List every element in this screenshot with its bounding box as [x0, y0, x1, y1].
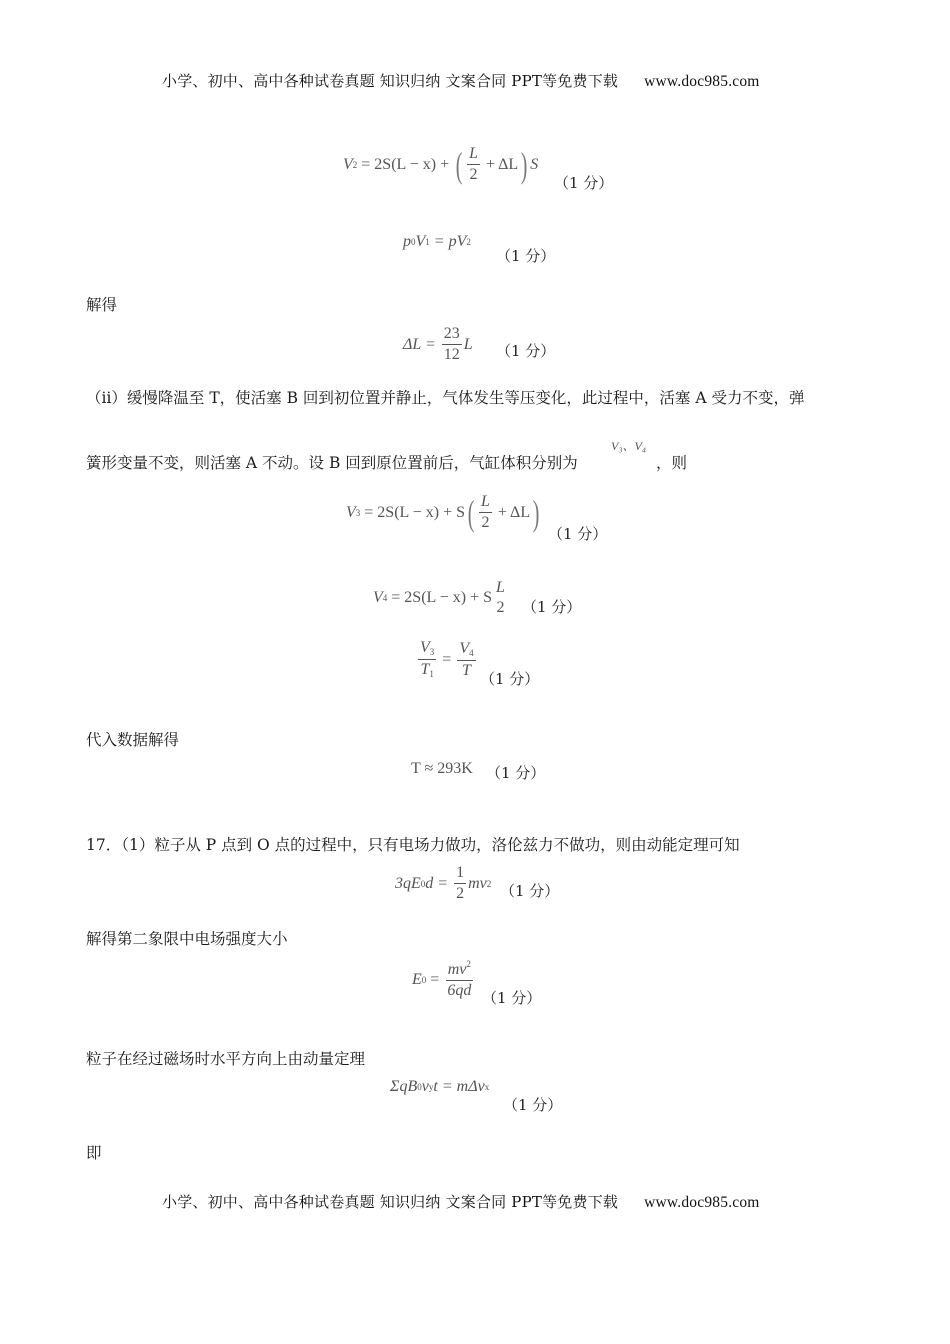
equation-energy	[395, 865, 491, 902]
eq-symbol: L	[463, 335, 473, 353]
paragraph-part-ii-end: ，则	[656, 454, 688, 472]
eq-subscript: 4	[469, 647, 474, 658]
score-label: （1 分）	[486, 764, 546, 782]
eq-symbol: S	[530, 155, 539, 173]
eq-text: = 2S(L − x) + S	[360, 503, 465, 521]
score-label: （1 分）	[500, 882, 560, 900]
equation-v4	[373, 580, 509, 616]
eq-symbol: T	[462, 661, 471, 679]
eq-symbol: mv	[468, 874, 487, 892]
inline-volume-vars: V₃、V₄	[611, 439, 647, 453]
eq-subscript: y	[428, 1082, 434, 1092]
equation-momentum	[390, 1078, 489, 1096]
numerator: 23	[442, 326, 462, 345]
fraction	[494, 580, 507, 616]
equation-v3	[346, 494, 542, 531]
eq-subscript: 1	[429, 669, 434, 679]
paragraph-ji: 即	[86, 1144, 102, 1162]
equation-p0v1	[403, 233, 471, 251]
numerator	[457, 641, 475, 661]
paragraph-substitute: 代入数据解得	[86, 731, 180, 749]
fraction	[454, 865, 466, 902]
denominator	[418, 660, 435, 679]
eq-subscript: 3	[429, 647, 435, 657]
eq-symbol: E	[412, 970, 422, 988]
page-footer	[162, 1191, 760, 1212]
eq-text: = 2S(L − x) +	[357, 155, 454, 173]
score-label: （1 分）	[496, 247, 556, 265]
eq-symbol: = pV	[429, 233, 467, 250]
equation-delta-l	[403, 326, 473, 363]
eq-subscript: 0	[411, 237, 416, 247]
numerator	[418, 640, 436, 660]
paragraph-momentum-intro: 粒子在经过磁场时水平方向上由动量定理	[86, 1050, 366, 1068]
paragraph-solve-field: 解得第二象限中电场强度大小	[86, 930, 288, 948]
paragraph-solve: 解得	[86, 296, 118, 314]
eq-subscript: 3	[355, 507, 361, 518]
left-paren: (	[467, 492, 475, 533]
numerator: 1	[454, 865, 466, 884]
eq-text: = 2S(L − x) + S	[387, 589, 492, 606]
denominator: 2	[496, 599, 505, 616]
numerator	[446, 960, 473, 981]
score-label: （1 分）	[503, 1096, 563, 1114]
fraction	[442, 326, 462, 363]
right-paren: )	[520, 144, 528, 185]
eq-subscript: 2	[352, 159, 358, 170]
fraction	[457, 641, 475, 679]
eq-subscript: x	[484, 1082, 490, 1092]
score-label: （1 分）	[482, 989, 542, 1007]
footer-url: www.doc985.com	[644, 1194, 760, 1211]
right-paren: )	[532, 492, 540, 533]
denominator: 2	[456, 885, 465, 902]
score-label: （1 分）	[480, 670, 540, 688]
eq-text: ΔL =	[403, 335, 440, 353]
page-header	[162, 70, 760, 91]
eq-text: + ΔL	[482, 155, 519, 173]
equation-v2	[343, 146, 538, 183]
paragraph-part-ii-line2: 簧形变量不变，则活塞 A 不动。设 B 回到原位置前后，气缸体积分别为	[86, 454, 578, 472]
denominator: 2	[481, 514, 490, 531]
eq-symbol: V	[373, 589, 383, 606]
score-label: （1 分）	[548, 525, 608, 543]
header-text: 小学、初中、高中各种试卷真题 知识归纳 文案合同 PPT等免费下载	[162, 72, 619, 90]
denominator: 12	[443, 346, 460, 363]
eq-symbol: V	[415, 233, 426, 250]
eq-text: d =	[425, 874, 453, 892]
eq-text: =	[438, 650, 456, 668]
denominator	[460, 661, 473, 679]
paragraph-question-17: 17．（1）粒子从 P 点到 O 点的过程中，只有电场力做功，洛伦兹力不做功，则由动能定理可知	[86, 836, 740, 854]
numerator: L	[495, 579, 505, 596]
eq-text: T ≈ 293K	[411, 760, 473, 777]
eq-symbol: t = mΔv	[433, 1078, 485, 1095]
eq-symbol: mv	[447, 961, 467, 978]
eq-symbol: T	[420, 661, 430, 678]
eq-text: =	[426, 970, 444, 988]
eq-symbol: ΣqB	[390, 1078, 418, 1095]
eq-symbol: 3qE	[395, 874, 421, 892]
eq-subscript: 1	[425, 237, 430, 247]
score-label: （1 分）	[522, 598, 582, 616]
score-label: （1 分）	[554, 174, 614, 192]
eq-subscript: 2	[466, 237, 471, 247]
eq-text: + ΔL	[493, 503, 531, 521]
eq-superscript: 2	[466, 959, 471, 969]
denominator: 2	[469, 166, 478, 183]
eq-subscript: 0	[417, 1082, 422, 1092]
eq-superscript: 2	[486, 878, 492, 889]
fraction	[479, 494, 492, 531]
denominator: 6qd	[447, 982, 472, 999]
score-label: （1 分）	[496, 342, 556, 360]
fraction	[445, 960, 473, 999]
fraction	[467, 146, 480, 183]
eq-symbol: V	[459, 639, 470, 657]
fraction	[418, 640, 436, 679]
numerator: L	[479, 494, 492, 513]
left-paren: (	[455, 144, 463, 185]
eq-symbol: V	[343, 155, 353, 173]
eq-symbol: V	[346, 503, 356, 521]
eq-symbol: v	[421, 1078, 429, 1095]
equation-ratio	[416, 640, 478, 679]
paragraph-part-ii-line1: （ⅱ）缓慢降温至 T，使活塞 B 回到初位置并静止，气体发生等压变化，此过程中，活塞 A 受力不变，弹	[86, 389, 805, 407]
footer-text: 小学、初中、高中各种试卷真题 知识归纳 文案合同 PPT等免费下载	[162, 1193, 619, 1211]
equation-e0	[412, 960, 475, 999]
equation-temperature	[411, 760, 473, 778]
numerator: L	[467, 146, 480, 165]
eq-subscript: 0	[421, 974, 427, 985]
eq-symbol: V	[420, 639, 430, 656]
header-url: www.doc985.com	[644, 73, 760, 90]
eq-symbol: p	[403, 233, 411, 250]
eq-subscript: 4	[382, 593, 388, 603]
eq-subscript: 0	[420, 878, 426, 889]
